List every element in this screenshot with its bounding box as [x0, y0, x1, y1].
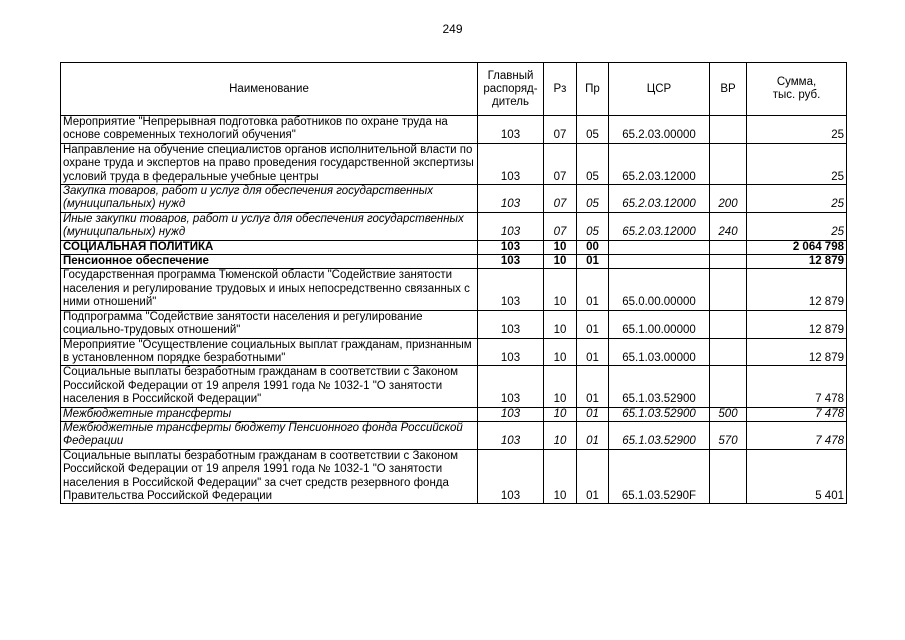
header-section: Рз	[544, 63, 577, 116]
cell-expense-type	[710, 116, 747, 144]
cell-target-article: 65.2.03.12000	[609, 143, 710, 184]
cell-chief-administrator: 103	[478, 185, 544, 213]
cell-sum: 7 478	[747, 366, 847, 407]
header-target-article: ЦСР	[609, 63, 710, 116]
table-row	[61, 338, 847, 366]
cell-chief-administrator: 103	[478, 310, 544, 338]
cell-subsection: 00	[577, 240, 609, 254]
cell-section: 10	[544, 269, 577, 310]
cell-subsection: 01	[577, 407, 609, 421]
cell-chief-administrator: 103	[478, 116, 544, 144]
cell-chief-administrator: 103	[478, 407, 544, 421]
cell-section: 10	[544, 240, 577, 254]
table-row	[61, 255, 847, 269]
cell-subsection: 01	[577, 338, 609, 366]
table-row	[61, 421, 847, 449]
cell-sum: 2 064 798	[747, 240, 847, 254]
cell-name: Пенсионное обеспечение	[61, 255, 478, 269]
cell-name: Межбюджетные трансферты бюджету Пенсионного фонда Российской Федерации	[61, 421, 478, 449]
cell-target-article: 65.0.00.00000	[609, 269, 710, 310]
cell-expense-type: 570	[710, 421, 747, 449]
table-row	[61, 116, 847, 144]
cell-target-article	[609, 255, 710, 269]
header-name: Наименование	[61, 63, 478, 116]
cell-subsection: 05	[577, 143, 609, 184]
cell-target-article: 65.1.03.5290F	[609, 449, 710, 504]
table-row	[61, 143, 847, 184]
header-grs-line3: дитель	[492, 95, 529, 108]
cell-expense-type	[710, 269, 747, 310]
cell-expense-type	[710, 255, 747, 269]
header-expense-type: ВР	[710, 63, 747, 116]
cell-subsection: 01	[577, 255, 609, 269]
table-row	[61, 449, 847, 504]
table-row	[61, 269, 847, 310]
cell-chief-administrator: 103	[478, 449, 544, 504]
cell-chief-administrator: 103	[478, 240, 544, 254]
cell-sum: 25	[747, 116, 847, 144]
cell-chief-administrator: 103	[478, 421, 544, 449]
cell-sum: 7 478	[747, 421, 847, 449]
cell-section: 10	[544, 255, 577, 269]
cell-name: Государственная программа Тюменской области "Содействие занятости населения и регулирование трудовых и иных непосредственно связанных с ними отношений"	[61, 269, 478, 310]
cell-name: Иные закупки товаров, работ и услуг для обеспечения государственных (муниципальных) нужд	[61, 212, 478, 240]
cell-target-article: 65.1.03.52900	[609, 366, 710, 407]
cell-section: 10	[544, 366, 577, 407]
header-subsection: Пр	[577, 63, 609, 116]
cell-section: 10	[544, 421, 577, 449]
cell-expense-type	[710, 366, 747, 407]
cell-expense-type: 200	[710, 185, 747, 213]
cell-section: 10	[544, 338, 577, 366]
table-row	[61, 212, 847, 240]
cell-expense-type	[710, 310, 747, 338]
table-header	[61, 63, 847, 116]
cell-chief-administrator: 103	[478, 255, 544, 269]
cell-target-article: 65.2.03.12000	[609, 212, 710, 240]
budget-table	[60, 62, 847, 504]
cell-target-article: 65.1.00.00000	[609, 310, 710, 338]
cell-expense-type: 240	[710, 212, 747, 240]
header-sum-line1: Сумма,	[776, 76, 817, 88]
page-number: 249	[442, 22, 463, 36]
header-row	[61, 63, 847, 116]
cell-chief-administrator: 103	[478, 338, 544, 366]
cell-subsection: 01	[577, 449, 609, 504]
cell-section: 07	[544, 185, 577, 213]
cell-name: Подпрограмма "Содействие занятости населения и регулирование социально-трудовых отношений"	[61, 310, 478, 338]
cell-expense-type	[710, 143, 747, 184]
header-chief-administrator	[478, 63, 544, 116]
cell-section: 10	[544, 407, 577, 421]
cell-subsection: 05	[577, 116, 609, 144]
table-row	[61, 366, 847, 407]
cell-target-article: 65.2.03.12000	[609, 185, 710, 213]
cell-name: Социальные выплаты безработным гражданам в соответствии с Законом Российской Федерации от 19 апреля 1991 года № 1032-1 "О занятости населения в Российской Федерации" за счет средств резервного фонда Правительства Российской Федерации	[61, 449, 478, 504]
cell-name: СОЦИАЛЬНАЯ ПОЛИТИКА	[61, 240, 478, 254]
cell-sum: 12 879	[747, 269, 847, 310]
cell-sum: 5 401	[747, 449, 847, 504]
header-grs-line1: Главный	[487, 69, 534, 82]
cell-expense-type	[710, 449, 747, 504]
header-sum	[747, 63, 847, 116]
cell-section: 10	[544, 310, 577, 338]
cell-sum: 12 879	[747, 338, 847, 366]
cell-subsection: 01	[577, 421, 609, 449]
cell-name: Мероприятие "Непрерывная подготовка работников по охране труда на основе современных технологий обучения"	[61, 116, 478, 144]
cell-name: Направление на обучение специалистов органов исполнительной власти по охране труда и экспертов на право проведения государственной экспертизы условий труда в федеральные учебные центры	[61, 143, 478, 184]
cell-chief-administrator: 103	[478, 269, 544, 310]
cell-expense-type: 500	[710, 407, 747, 421]
cell-target-article: 65.1.03.00000	[609, 338, 710, 366]
cell-expense-type	[710, 240, 747, 254]
cell-subsection: 05	[577, 212, 609, 240]
table-row	[61, 240, 847, 254]
cell-subsection: 01	[577, 269, 609, 310]
cell-subsection: 05	[577, 185, 609, 213]
cell-name: Закупка товаров, работ и услуг для обеспечения государственных (муниципальных) нужд	[61, 185, 478, 213]
cell-sum: 25	[747, 185, 847, 213]
cell-name: Межбюджетные трансферты	[61, 407, 478, 421]
cell-sum: 12 879	[747, 310, 847, 338]
cell-section: 07	[544, 143, 577, 184]
cell-chief-administrator: 103	[478, 212, 544, 240]
cell-name: Социальные выплаты безработным гражданам в соответствии с Законом Российской Федерации от 19 апреля 1991 года № 1032-1 "О занятости населения в Российской Федерации"	[61, 366, 478, 407]
cell-sum: 12 879	[747, 255, 847, 269]
cell-sum: 25	[747, 143, 847, 184]
cell-sum: 25	[747, 212, 847, 240]
cell-subsection: 01	[577, 310, 609, 338]
cell-section: 07	[544, 116, 577, 144]
cell-section: 10	[544, 449, 577, 504]
cell-target-article: 65.2.03.00000	[609, 116, 710, 144]
table-row	[61, 185, 847, 213]
cell-section: 07	[544, 212, 577, 240]
cell-target-article: 65.1.03.52900	[609, 407, 710, 421]
table-body	[61, 116, 847, 504]
cell-target-article	[609, 240, 710, 254]
cell-expense-type	[710, 338, 747, 366]
table-row	[61, 407, 847, 421]
header-sum-line2: тыс. руб.	[772, 89, 821, 101]
header-grs-line2: распоряд-	[483, 82, 538, 95]
table-row	[61, 310, 847, 338]
cell-target-article: 65.1.03.52900	[609, 421, 710, 449]
cell-chief-administrator: 103	[478, 366, 544, 407]
cell-subsection: 01	[577, 366, 609, 407]
cell-chief-administrator: 103	[478, 143, 544, 184]
cell-sum: 7 478	[747, 407, 847, 421]
cell-name: Мероприятие "Осуществление социальных выплат гражданам, признанным в установленном порядке безработными"	[61, 338, 478, 366]
